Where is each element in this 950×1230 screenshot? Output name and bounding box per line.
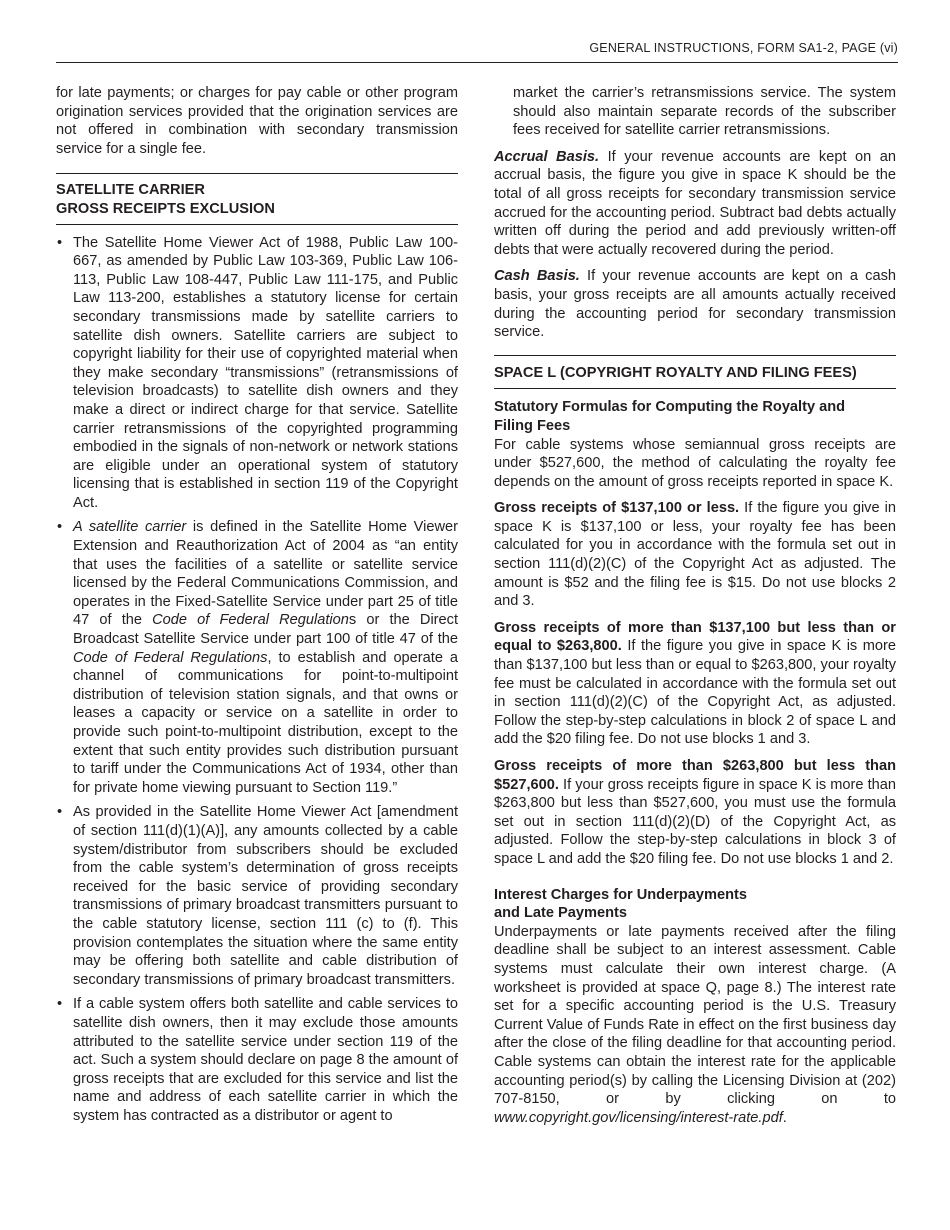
space-l-divider-bottom (494, 388, 896, 389)
tier2-paragraph (494, 619, 896, 749)
space-l-divider-top (494, 355, 896, 356)
list-item (56, 995, 458, 1125)
interest-heading-line1: Interest Charges for Underpayments (494, 886, 748, 903)
formulas-heading (494, 398, 896, 435)
satellite-section-title-line1: SATELLITE CARRIER (56, 182, 205, 199)
bullet-term: A satellite carrier (73, 519, 187, 536)
section-divider-bottom (56, 224, 458, 225)
accrual-basis-label: Accrual Basis. (494, 148, 600, 165)
accrual-basis-paragraph (494, 148, 896, 260)
tier2-label: Gross receipts of more than $137,100 but less than or equal to $263,800. (494, 619, 896, 655)
interest-rate-link[interactable]: www.copyright.gov/licensing/interest-rate.pdf (494, 1109, 783, 1126)
satellite-section-title (56, 181, 458, 218)
bullet-text: The Satellite Home Viewer Act of 1988, Public Law 100-667, as amended by Public Law 103-369, Public Law 106-113, Public Law 108-447, Public Law 111-175, and Public Law 113-200, establishes a statutory license for certain secondary transmissions made by satellite carriers to satellite dish owners. Satellite carriers are subject to copyright liability for their use of copyrighted material when they make secondary “transmissions” (retransmissions of television broadcasts) to satellite dish owners and they make a direct or indirect charge for that service. Satellite carrier retransmissions of the copyrighted programming embodied in the signals of non-network or network stations are eligible under an operational system of statutory licensing that is established in section 119 of the Copyright Act. (73, 234, 458, 511)
header-divider (56, 62, 898, 63)
bullet-text: If a cable system offers both satellite and cable services to satellite dish owners, then it may exclude those amounts attributed to the satellite service under section 119 of the act. Such a system should declare on page 8 the amount of gross receipts that are excluded for this service and list the name and address of each satellite carrier in which the system has contracted as a distributor or agent to (73, 996, 458, 1124)
tier3-text: If your gross receipts figure in space K is more than $263,800 but less than $527,600, you must use the formula set out in section 111(d)(2)(D) of the Copyright Act, as adjusted. Follow the step-by-step calculations in block 3 of space L and add the $20 filing fee. Do not use blocks 1 and 2. (494, 776, 896, 867)
formulas-paragraph: For cable systems whose semiannual gross receipts are under $527,600, the method of calculating the royalty fee depends on the amount of gross receipts reported in space K. (494, 436, 896, 490)
list-item (56, 234, 458, 513)
formulas-heading-line1: Statutory Formulas for Computing the Royalty and (494, 399, 846, 416)
tier3-paragraph (494, 757, 896, 869)
satellite-section-title-line2: GROSS RECEIPTS EXCLUSION (56, 200, 275, 217)
interest-text-end: . (782, 1109, 787, 1126)
bullet-text: s or the Direct Broadcast Satellite Service under part 100 of title 47 of the (73, 612, 459, 648)
list-item (56, 803, 458, 989)
right-column (494, 84, 896, 1127)
tier1-text: If the figure you give in space K is $137,100 or less, your royalty fee has been calculated for you in accordance with the formula set out in section 111(d)(2)(C) of the Copyright Act as adjusted. The amount is $52 and the filing fee is $15. Do not use blocks 2 and 3. (494, 500, 897, 610)
cash-basis-text: If your revenue accounts are kept on a cash basis, your gross receipts are all amounts actually received during the accounting period for secondary transmission service. (494, 268, 896, 341)
tier2-text: If the figure you give in space K is more than $137,100 but less than or equal to $263,800, your royalty fee must be calculated in accordance with the formula set out in section 111(d)(2)(C) of the Copyright Act, as adjusted. Follow the step-by-step calculations in block 2 of space L and add the $20 filing fee. Do not use blocks 1 and 3. (494, 638, 896, 748)
cash-basis-label: Cash Basis. (494, 268, 580, 285)
cash-basis-paragraph (494, 267, 896, 341)
bullet-text: is defined in the Satellite Home Viewer Extension and Reauthorization Act of 2004 as “an entity that uses the facilities of a satellite or satellite service licensed by the Federal Communications Commission, and operates in the Fixed-Satellite Service under part 25 of title 47 of the (73, 519, 458, 629)
bullet-text: As provided in the Satellite Home Viewer Act [amendment of section 111(d)(1)(A)], any amounts collected by a cable system/distributor from subscribers should be excluded from the cable system’s determination of gross receipts received for the basic service of providing secondary transmissions of primary broadcast transmitters pursuant to the cable statutory license, section 111 (c) to (f). This provision contemplates the situation where the same entity may be offering both satellite and cable distribution of secondary transmissions of primary broadcast transmitters. (73, 804, 458, 988)
tier1-label: Gross receipts of $137,100 or less. (494, 500, 740, 517)
bullet-text: , to establish and operate a channel of communications for point-to-multipoint distribution of television station signals, and that owns or leases a capacity or service on a satellite in order to provide such point-to-multipoint distribution, except to the extent that such entity provides such distribution pursuant to tariff under the Communications Act of 1934, other than for private home viewing pursuant to Section 119.” (73, 649, 458, 796)
intro-paragraph: for late payments; or charges for pay cable or other program origination services provided that the origination services are not offered in combination with secondary transmission service for a single fee. (56, 85, 458, 157)
satellite-bullet-list (56, 234, 458, 1126)
interest-heading (494, 886, 896, 923)
cfr-title: Code of Federal Regulation (152, 612, 349, 629)
continuation-paragraph: market the carrier’s retransmissions service. The system should also maintain separate records of the subscriber fees received for satellite carrier retransmissions. (513, 85, 896, 139)
space-l-title: SPACE L (COPYRIGHT ROYALTY AND FILING FEES) (494, 364, 857, 381)
interest-text: Underpayments or late payments received after the filing deadline shall be subject to an interest assessment. Cable systems must calculate their own interest charge. (A worksheet is provided at space Q, page 8.) The interest rate set for a specific accounting period is the U.S. Treasury Current Value of Funds Rate in effect on the first business day after the close of the filing deadline for that accounting period. Cable systems can obtain the interest rate for the applicable accounting period(s) by calling the Licensing Division at (202) 707-8150, or by clicking on to (494, 923, 896, 1108)
page-header: GENERAL INSTRUCTIONS, FORM SA1-2, PAGE (vi) (589, 41, 898, 55)
left-column (56, 84, 458, 1131)
cfr-title: Code of Federal Regulations (73, 649, 268, 666)
formulas-heading-line2: Filing Fees (494, 417, 571, 434)
tier3-label: Gross receipts of more than $263,800 but less than $527,600. (494, 758, 896, 793)
section-divider-top (56, 173, 458, 174)
interest-heading-line2: and Late Payments (494, 905, 628, 922)
list-item (56, 518, 458, 797)
accrual-basis-text: If your revenue accounts are kept on an accrual basis, the figure you give in space K should be the total of all gross receipts for secondary transmission service accrued for the accounting period. Subtract bad debts actually written off during the period and add previously written-off debts that were actually recovered during the period. (494, 148, 896, 258)
tier1-paragraph (494, 499, 896, 611)
interest-paragraph (494, 923, 896, 1128)
